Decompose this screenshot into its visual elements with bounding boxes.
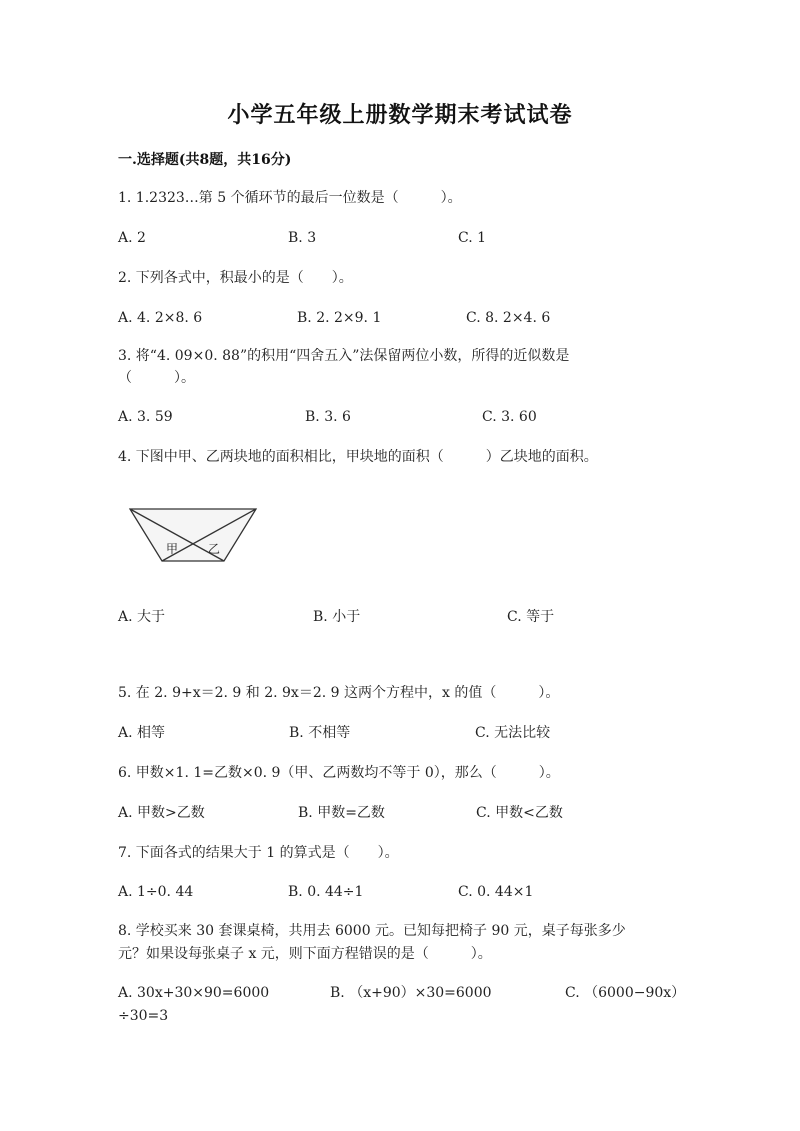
question-4-option-a: A. 大于: [118, 609, 166, 625]
question-4-option-c: C. 等于: [507, 609, 555, 625]
question-3-option-b: B. 3. 6: [305, 409, 351, 425]
question-7-option-a: A. 1÷0. 44: [118, 884, 194, 900]
question-3-stem: 3. 将“4. 09×0. 88”的积用“四舍五入”法保留两位小数，所得的近似数是: [118, 348, 570, 364]
question-2-option-a: A. 4. 2×8. 6: [118, 310, 203, 326]
question-6-stem: 6. 甲数×1. 1=乙数×0. 9（甲、乙两数均不等于 0），那么（ ）。: [118, 765, 560, 781]
question-1-option-c: C. 1: [458, 230, 487, 246]
question-5-stem: 5. 在 2. 9+x＝2. 9 和 2. 9x＝2. 9 这两个方程中，x 的值（ ）。: [118, 685, 560, 701]
question-8-option-c: C. （6000−90x）: [565, 985, 686, 1001]
question-5-option-a: A. 相等: [118, 725, 166, 741]
figure-label-yi: 乙: [208, 542, 221, 556]
question-8-option-c-cont: ÷30=3: [118, 1008, 169, 1024]
question-1-option-b: B. 3: [288, 230, 317, 246]
question-5-option-b: B. 不相等: [289, 725, 351, 741]
question-6-option-b: B. 甲数=乙数: [298, 805, 385, 821]
question-3-option-c: C. 3. 60: [482, 409, 537, 425]
figure-label-jia: 甲: [166, 542, 179, 556]
question-3-stem-cont: （ ）。: [118, 370, 195, 386]
question-2-option-b: B. 2. 2×9. 1: [297, 310, 382, 326]
question-1-stem: 1. 1.2323…第 5 个循环节的最后一位数是（ ）。: [118, 190, 462, 206]
question-2-stem: 2. 下列各式中，积最小的是（ ）。: [118, 270, 353, 286]
question-5-option-c: C. 无法比较: [475, 725, 551, 741]
section-heading: 一.选择题(共8题，共16分): [118, 152, 292, 168]
question-1-option-a: A. 2: [118, 230, 146, 246]
question-8-stem-cont: 元？如果设每张桌子 x 元，则下面方程错误的是（ ）。: [118, 946, 492, 962]
trapezoid-figure: [128, 505, 258, 565]
question-6-option-a: A. 甲数>乙数: [118, 805, 205, 821]
question-2-option-c: C. 8. 2×4. 6: [466, 310, 551, 326]
question-8-stem: 8. 学校买来 30 套课桌椅，共用去 6000 元。已知每把椅子 90 元，桌子每张多少: [118, 923, 626, 939]
question-8-option-a: A. 30x+30×90=6000: [118, 985, 270, 1001]
page-title: 小学五年级上册数学期末考试试卷: [227, 102, 573, 128]
question-8-option-b: B. （x+90）×30=6000: [330, 985, 492, 1001]
question-7-stem: 7. 下面各式的结果大于 1 的算式是（ ）。: [118, 845, 399, 861]
question-4-option-b: B. 小于: [313, 609, 361, 625]
question-7-option-b: B. 0. 44÷1: [288, 884, 364, 900]
question-4-stem: 4. 下图中甲、乙两块地的面积相比，甲块地的面积（ ）乙块地的面积。: [118, 449, 598, 465]
trapezoid-outline: [130, 509, 256, 561]
question-3-option-a: A. 3. 59: [118, 409, 173, 425]
question-7-option-c: C. 0. 44×1: [458, 884, 534, 900]
question-6-option-c: C. 甲数<乙数: [476, 805, 563, 821]
